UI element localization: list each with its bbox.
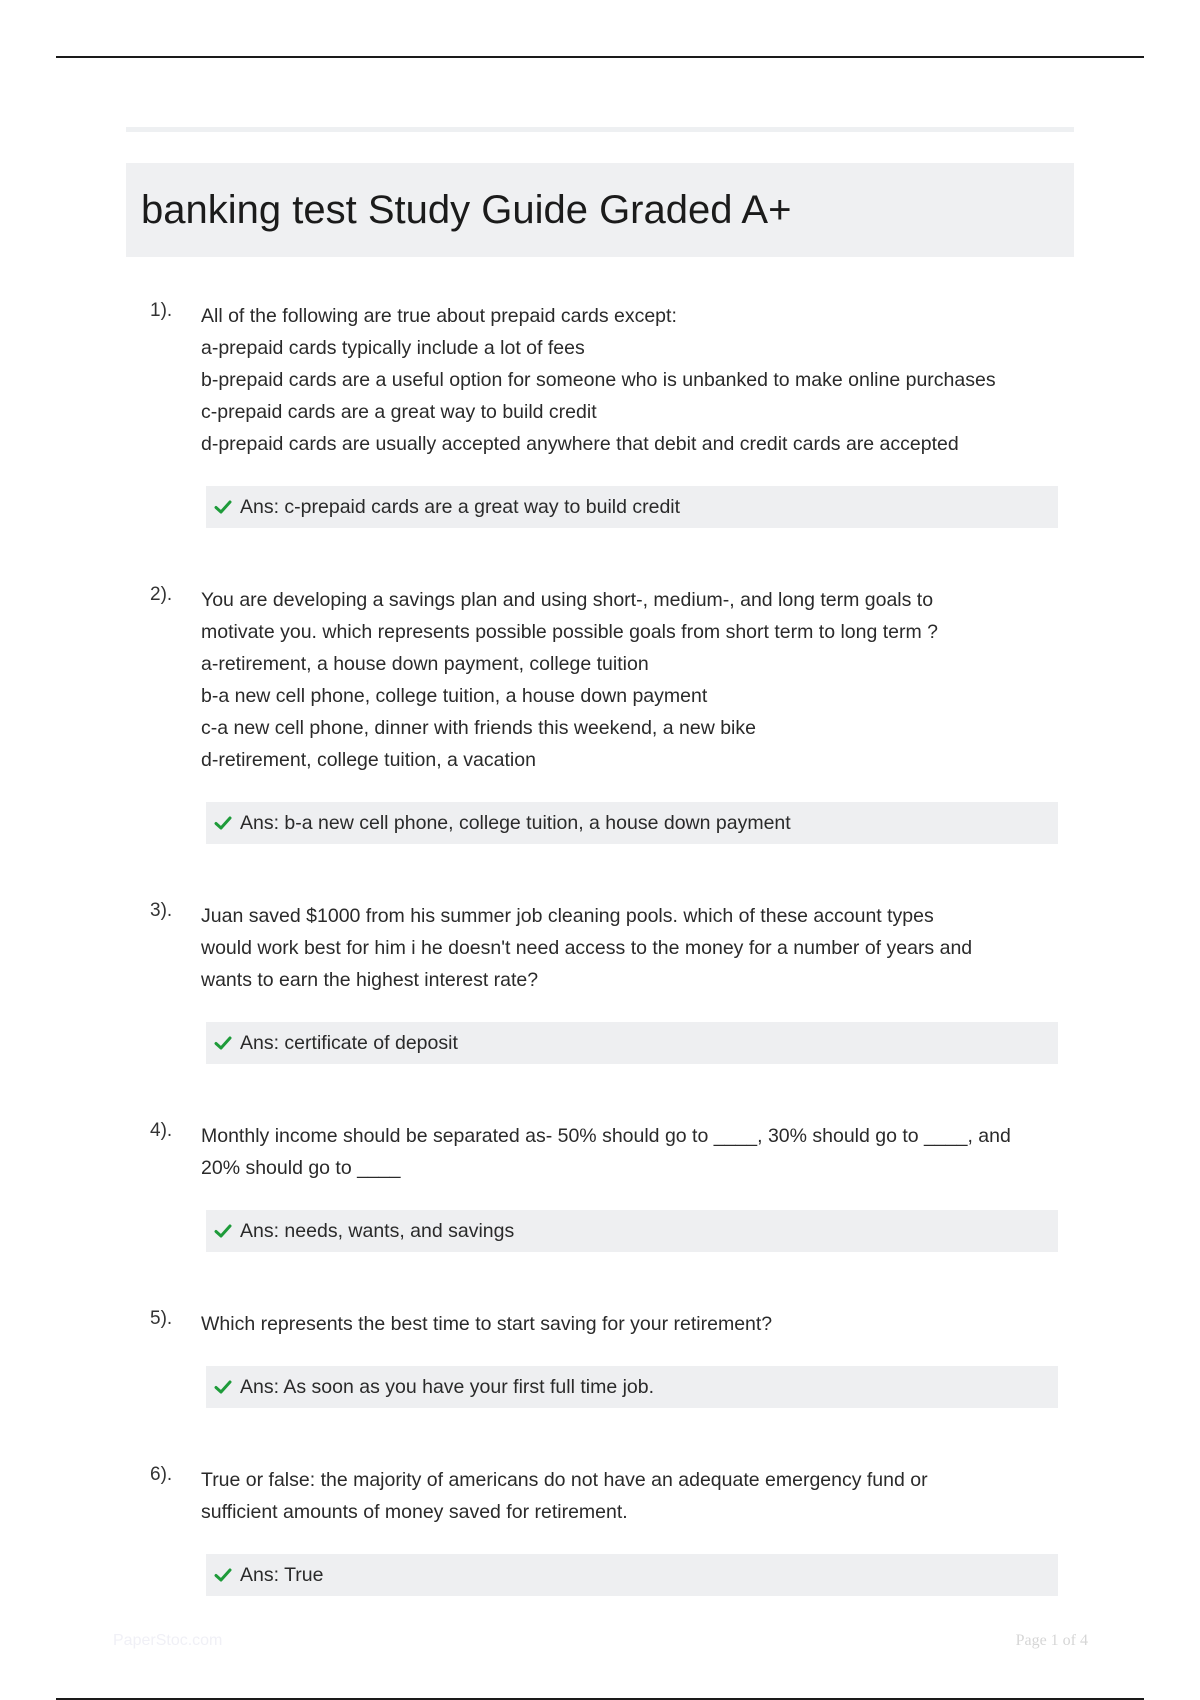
question-number: 6). (150, 1464, 173, 1485)
question-number: 2). (150, 584, 173, 605)
question-prompt-line: Which represents the best time to start saving for your retirement? (201, 1313, 773, 1335)
check-icon (212, 1376, 234, 1398)
page-number: Page 1 of 4 (1015, 1632, 1088, 1649)
question-prompt-line: All of the following are true about prepaid cards except: (201, 305, 677, 327)
question-spacer (126, 528, 1074, 584)
question-prompt-line: Monthly income should be separated as- 50% should go to ____, 30% should go to ____, and (201, 1125, 1011, 1147)
check-icon (212, 812, 234, 834)
answer-box (206, 1554, 1058, 1596)
answer-text: Ans: b-a new cell phone, college tuition, a house down payment (240, 811, 791, 834)
question-line: a-retirement, a house down payment, college tuition (201, 653, 649, 675)
question-text (201, 1308, 1071, 1340)
answer-box (206, 802, 1058, 844)
question-item (126, 1308, 1074, 1408)
answer-text: Ans: certificate of deposit (240, 1031, 458, 1054)
question-prompt-line: Juan saved $1000 from his summer job cleaning pools. which of these account types (201, 905, 934, 927)
question-list (126, 300, 1074, 1596)
question-line: motivate you. which represents possible possible goals from short term to long term ? (201, 621, 939, 643)
question-line: b-prepaid cards are a useful option for someone who is unbanked to make online purchases (201, 369, 996, 391)
question-line: would work best for him i he doesn't need access to the money for a number of years and (201, 937, 973, 959)
question-item (126, 584, 1074, 844)
question-number: 4). (150, 1120, 173, 1141)
question-item (126, 1120, 1074, 1252)
question-line: wants to earn the highest interest rate? (201, 969, 539, 991)
question-text (201, 300, 1071, 460)
answer-text: Ans: c-prepaid cards are a great way to build credit (240, 495, 681, 518)
question-item (126, 300, 1074, 528)
answer-text: Ans: needs, wants, and savings (240, 1219, 515, 1242)
question-item (126, 1464, 1074, 1596)
question-spacer (126, 1064, 1074, 1120)
answer-box (206, 486, 1058, 528)
question-line: c-prepaid cards are a great way to build credit (201, 401, 597, 423)
question-text (201, 584, 1071, 776)
question-text (201, 900, 1071, 996)
answer-box (206, 1022, 1058, 1064)
check-icon (212, 1564, 234, 1586)
check-icon (212, 496, 234, 518)
question-line: sufficient amounts of money saved for retirement. (201, 1501, 628, 1523)
question-line: c-a new cell phone, dinner with friends this weekend, a new bike (201, 717, 756, 739)
check-icon (212, 1220, 234, 1242)
title-banner (126, 163, 1074, 257)
question-spacer (126, 1252, 1074, 1308)
question-prompt-line: True or false: the majority of americans do not have an adequate emergency fund or (201, 1469, 928, 1491)
question-number: 5). (150, 1308, 173, 1329)
question-line: d-prepaid cards are usually accepted anywhere that debit and credit cards are accepted (201, 433, 959, 455)
answer-box (206, 1366, 1058, 1408)
question-number: 3). (150, 900, 173, 921)
question-line: d-retirement, college tuition, a vacation (201, 749, 536, 771)
question-spacer (126, 844, 1074, 900)
content-divider (126, 127, 1074, 132)
check-icon (212, 1032, 234, 1054)
page-top-rule (56, 56, 1144, 58)
answer-box (206, 1210, 1058, 1252)
question-line: b-a new cell phone, college tuition, a house down payment (201, 685, 708, 707)
question-number: 1). (150, 300, 173, 321)
page-title: banking test Study Guide Graded A+ (141, 187, 792, 232)
question-line: a-prepaid cards typically include a lot of fees (201, 337, 585, 359)
answer-text: Ans: As soon as you have your first full time job. (240, 1375, 655, 1398)
question-text (201, 1120, 1071, 1184)
answer-text: Ans: True (240, 1563, 324, 1586)
question-line: 20% should go to ____ (201, 1157, 401, 1179)
watermark: PaperStoc.com (113, 1632, 223, 1649)
question-text (201, 1464, 1071, 1528)
question-item (126, 900, 1074, 1064)
question-prompt-line: You are developing a savings plan and using short-, medium-, and long term goals to (201, 589, 934, 611)
question-spacer (126, 1408, 1074, 1464)
